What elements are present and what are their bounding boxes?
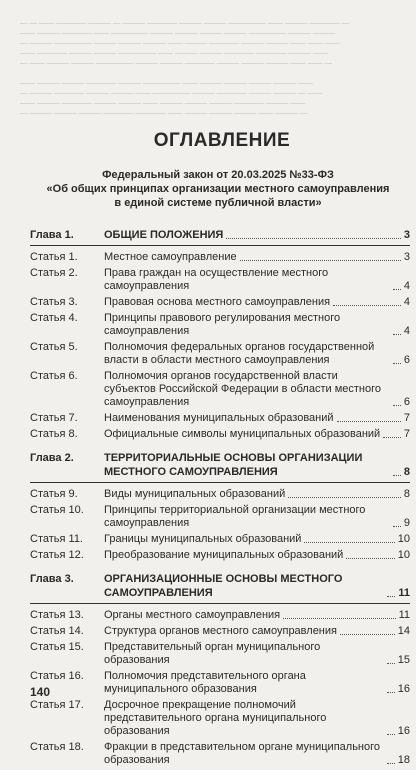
page-ref: 7 [403, 412, 410, 424]
article-entry [30, 670, 410, 696]
article-title: Досрочное прекращение полномочий представительного органа муниципального образования [104, 699, 327, 737]
page-ref: 3 [403, 251, 410, 263]
leader-dots [393, 362, 401, 364]
article-title: Полномочия федеральных органов государственной власти в области местного самоуправления [104, 341, 375, 366]
page-ref: 6 [403, 396, 410, 408]
article-number: Статья 5. [30, 341, 78, 353]
page-ref: 7 [403, 428, 410, 440]
article-entry [30, 488, 410, 501]
page-ref: 16 [397, 725, 410, 737]
article-number: Статья 9. [30, 488, 78, 500]
page-number: 140 [30, 685, 51, 699]
article-number: Статья 18. [30, 741, 84, 753]
article-number: Статья 13. [30, 609, 84, 621]
page-ref: 18 [397, 754, 410, 766]
page-title: ОГЛАВЛЕНИЕ [153, 130, 291, 151]
divider [30, 482, 410, 483]
article-title: Наименования муниципальных образований [104, 412, 334, 424]
chapter-title: ОРГАНИЗАЦИОННЫЕ ОСНОВЫ МЕСТНОГО САМОУПРАВЛЕНИЯ [104, 573, 343, 599]
leader-dots [340, 633, 395, 635]
leader-dots [337, 420, 401, 422]
divider [30, 245, 410, 246]
article-entry [30, 533, 410, 546]
leader-dots [393, 333, 401, 335]
page-ref: 15 [397, 654, 410, 666]
article-title: Полномочия органов государственной власти субъектов Российской Федерации в области местного самоуправления [104, 370, 381, 408]
leader-dots [387, 662, 395, 664]
page-ref: 10 [397, 549, 410, 561]
article-number: Статья 12. [30, 549, 84, 561]
article-title: Органы местного самоуправления [104, 609, 281, 621]
article-title: Фракции в представительном органе муниципального образования [104, 741, 380, 766]
article-number: Статья 15. [30, 641, 84, 653]
article-title: Представительный орган муниципального образования [104, 641, 321, 666]
article-entry [30, 741, 410, 767]
article-title: Правовая основа местного самоуправления [104, 296, 331, 308]
article-entry [30, 370, 410, 409]
article-title: Структура органов местного самоуправления [104, 625, 337, 637]
leader-dots [288, 496, 401, 498]
article-title: Официальные символы муниципальных образований [104, 428, 381, 440]
article-number: Статья 14. [30, 625, 84, 637]
page-ref: 10 [397, 533, 410, 545]
page-ref: 11 [398, 587, 410, 599]
leader-dots [393, 525, 401, 527]
leader-dots [226, 237, 401, 239]
law-subtitle-line: «Об общих принципах организации местного самоуправления [46, 183, 390, 195]
chapter-entry [30, 572, 410, 600]
table-of-contents [30, 228, 410, 767]
article-entry [30, 609, 410, 622]
leader-dots [393, 404, 401, 406]
leader-dots [383, 436, 401, 438]
article-entry [30, 296, 410, 309]
article-title: Принципы правового регулирования местного самоуправления [104, 312, 341, 337]
article-title: Полномочия представительного органа муниципального образования [104, 670, 306, 695]
chapter-title: ОБЩИЕ ПОЛОЖЕНИЯ [104, 229, 224, 241]
leader-dots [387, 595, 395, 597]
article-number: Статья 3. [30, 296, 78, 308]
article-entry [30, 641, 410, 667]
page-ref: 9 [403, 517, 410, 529]
article-entry [30, 312, 410, 338]
chapter-number: Глава 2. [30, 452, 74, 464]
page-ref: 4 [403, 280, 410, 292]
article-number: Статья 6. [30, 370, 78, 382]
chapter-number: Глава 1. [30, 229, 74, 241]
page-ref: 8 [403, 466, 410, 478]
leader-dots [387, 733, 395, 735]
article-entry [30, 428, 410, 441]
page-ref: 3 [403, 229, 410, 241]
leader-dots [333, 304, 401, 306]
leader-dots [393, 288, 401, 290]
article-title: Преобразование муниципальных образований [104, 549, 344, 561]
show-through-text: — — —— ———— ——— — ——— ———— ——— ——— ————— —— ——— ———— — —— ——— ———— —— ————— ——— ——— ——— ——— ————— ——— ——— — ——— ————— ——— ——— ——— —— ——— ———— ——— ——— —— —— —— —— ———— ——— ——— ————— —— ——— ——— ———— ———— ——— —— — —— ——— ——— ————— ——— ——— ———— ——— ——— ——— —— —— — —— ——— ——— ———— ——— ————— —— ——— ——— ——— ——— —— — ——— ———— ——— ——— —— ————— ——— ———— ——— ——— — —— —— ——— ———— ——— ——— —— ——— ——— ——— ———— ——— —— — ——— ——— ——— ———— ———— —— ——— ——— ——— —— ——— — [20, 18, 350, 117]
article-entry [30, 341, 410, 367]
page-ref: 16 [397, 683, 410, 695]
article-number: Статья 11. [30, 533, 83, 545]
law-subtitle [30, 168, 414, 210]
article-entry [30, 625, 410, 638]
article-title: Виды муниципальных образований [104, 488, 286, 500]
article-number: Статья 17. [30, 699, 84, 711]
article-title: Принципы территориальной организации местного самоуправления [104, 504, 366, 529]
article-number: Статья 2. [30, 267, 78, 279]
chapter-entry [30, 451, 410, 479]
article-entry [30, 251, 410, 264]
article-number: Статья 1. [30, 251, 78, 263]
article-entry [30, 412, 410, 425]
page-ref: 8 [403, 488, 410, 500]
article-number: Статья 16. [30, 670, 84, 682]
article-number: Статья 8. [30, 428, 78, 440]
leader-dots [346, 557, 394, 559]
article-title: Границы муниципальных образований [104, 533, 302, 545]
page-ref: 4 [403, 325, 410, 337]
page-ref: 14 [397, 625, 410, 637]
leader-dots [283, 617, 395, 619]
law-subtitle-line: Федеральный закон от 20.03.2025 №33-ФЗ [102, 169, 334, 181]
chapter-number: Глава 3. [30, 573, 74, 585]
page-ref: 11 [398, 609, 410, 621]
article-entry [30, 504, 410, 530]
page-ref: 6 [403, 354, 410, 366]
divider [30, 603, 410, 604]
chapter-title: ТЕРРИТОРИАЛЬНЫЕ ОСНОВЫ ОРГАНИЗАЦИИ МЕСТНОГО САМОУПРАВЛЕНИЯ [104, 452, 363, 478]
article-number: Статья 7. [30, 412, 78, 424]
article-entry [30, 549, 410, 562]
article-number: Статья 4. [30, 312, 78, 324]
law-subtitle-line: в единой системе публичной власти» [114, 197, 322, 209]
article-entry [30, 267, 410, 293]
article-number: Статья 10. [30, 504, 84, 516]
leader-dots [387, 762, 395, 764]
article-entry [30, 699, 410, 738]
article-title: Местное самоуправление [104, 251, 237, 263]
chapter-entry [30, 228, 410, 242]
toc-page [30, 130, 414, 770]
page-ref: 4 [403, 296, 410, 308]
leader-dots [393, 474, 401, 476]
leader-dots [304, 541, 394, 543]
leader-dots [387, 691, 395, 693]
leader-dots [240, 259, 401, 261]
article-title: Права граждан на осуществление местного самоуправления [104, 267, 329, 292]
